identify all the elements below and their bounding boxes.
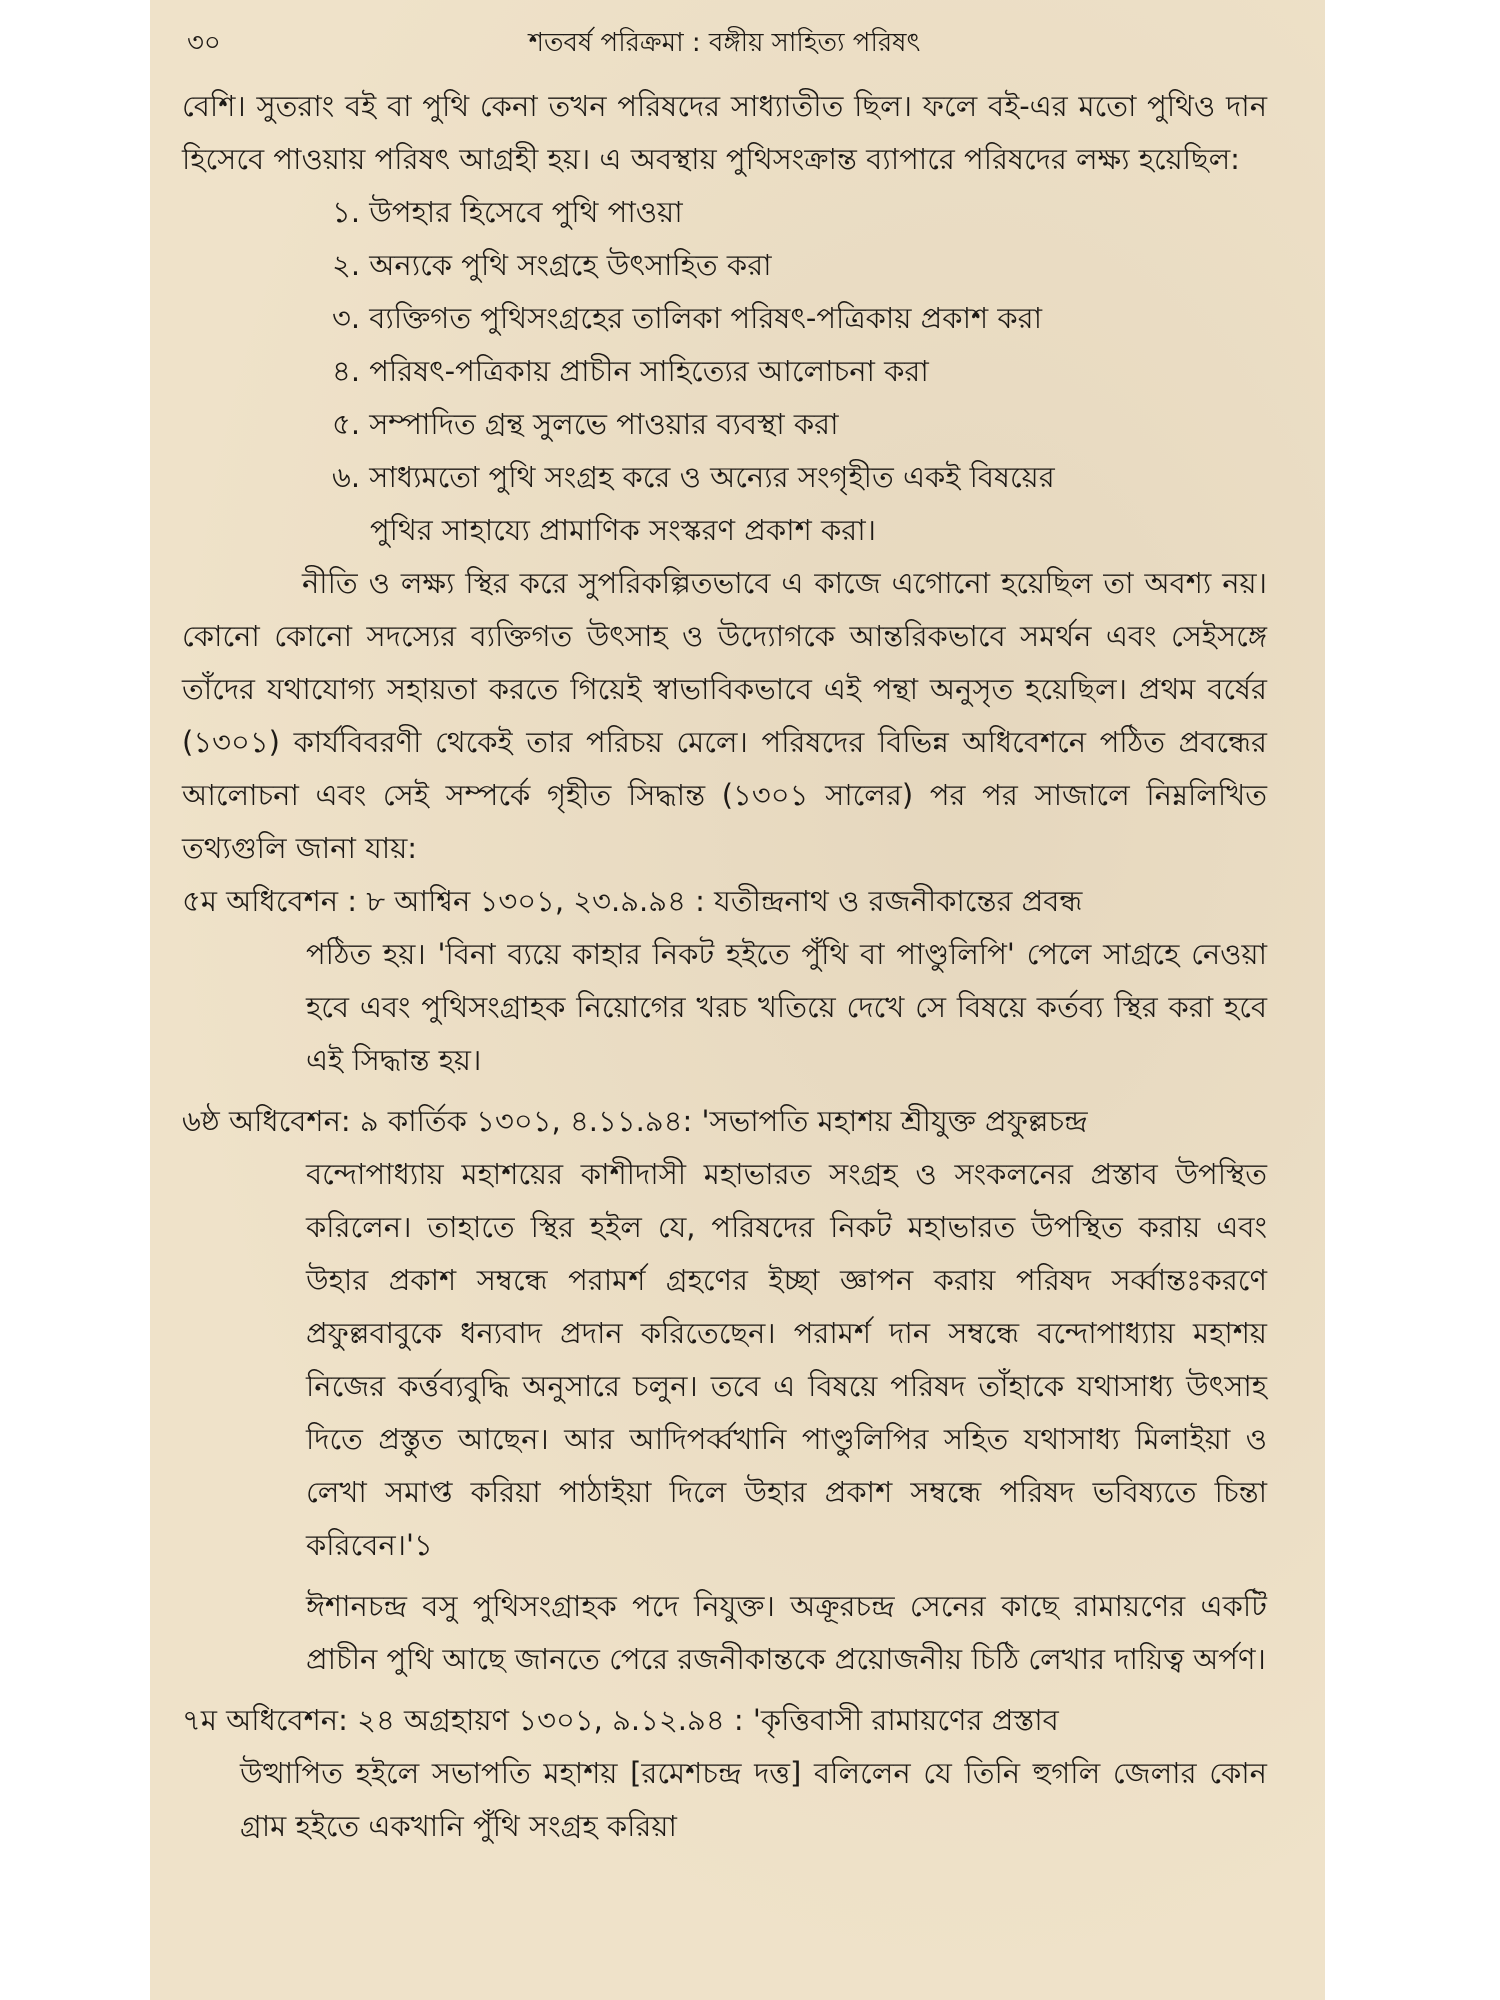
book-page (150, 0, 1325, 2000)
session-5-body: পঠিত হয়। 'বিনা ব্যয়ে কাহার নিকট হইতে পুঁথি বা পাণ্ডুলিপি' পেলে সাগ্রহে নেওয়া হবে এবং পুথিসংগ্রাহক নিয়োগের খরচ খতিয়ে দেখে সে বিষয়ে কর্তব্য স্থির করা হবে এই সিদ্ধান্ত হয়। (306, 937, 1267, 1077)
session-7-body: উত্থাপিত হইলে সভাপতি মহাশয় [রমেশচন্দ্র দত্ত] বলিলেন যে তিনি হুগলি জেলার কোন গ্রাম হইতে একখানি পুঁথি সংগ্রহ করিয়া (240, 1756, 1267, 1843)
goal-item-1: ১. উপহার হিসেবে পুথি পাওয়া (332, 195, 683, 229)
paragraph-intro: বেশি। সুতরাং বই বা পুথি কেনা তখন পরিষদের সাধ্যাতীত ছিল। ফলে বই-এর মতো পুথিও দান হিসেবে পাওয়ায় পরিষৎ আগ্রহী হয়। এ অবস্থায় পুথিসংক্রান্ত ব্যাপারে পরিষদের লক্ষ্য হয়েছিল: (182, 89, 1267, 176)
session-6-heading: ৬ষ্ঠ অধিবেশন: ৯ কার্তিক ১৩০১, ৪.১১.৯৪: 'সভাপতি মহাশয় শ্রীযুক্ত প্রফুল্লচন্দ্র (182, 1104, 1088, 1138)
goal-item-2: ২. অন্যকে পুথি সংগ্রহে উৎসাহিত করা (332, 248, 772, 282)
session-6-body-2: ঈশানচন্দ্র বসু পুথিসংগ্রাহক পদে নিযুক্ত। অক্রূরচন্দ্র সেনের কাছে রামায়ণের একটি প্রাচীন পুথি আছে জানতে পেরে রজনীকান্তকে প্রয়োজনীয় চিঠি লেখার দায়িত্ব অর্পণ। (306, 1589, 1267, 1676)
session-7-heading: ৭ম অধিবেশন: ২৪ অগ্রহায়ণ ১৩০১, ৯.১২.৯৪ : 'কৃত্তিবাসী রামায়ণের প্রস্তাব (182, 1703, 1059, 1737)
session-5-heading: ৫ম অধিবেশন : ৮ আশ্বিন ১৩০১, ২৩.৯.৯৪ : যতীন্দ্রনাথ ও রজনীকান্তের প্রবন্ধ (182, 884, 1083, 918)
paragraph-policy: নীতি ও লক্ষ্য স্থির করে সুপরিকল্পিতভাবে এ কাজে এগোনো হয়েছিল তা অবশ্য নয়। কোনো কোনো সদস্যের ব্যক্তিগত উৎসাহ ও উদ্যোগকে আন্তরিকভাবে সমর্থন এবং সেইসঙ্গে তাঁদের যথাযোগ্য সহায়তা করতে গিয়েই স্বাভাবিকভাবে এই পন্থা অনুসৃত হয়েছিল। প্রথম বর্ষের (১৩০১) কার্যবিবরণী থেকেই তার পরিচয় মেলে। পরিষদের বিভিন্ন অধিবেশনে পঠিত প্রবন্ধের আলোচনা এবং সেই সম্পর্কে গৃহীত সিদ্ধান্ত (১৩০১ সালের) পর পর সাজালে নিম্নলিখিত তথ্যগুলি জানা যায়: (182, 566, 1267, 865)
goal-item-6-text: ৬. সাধ্যমতো পুথি সংগ্রহ করে ও অন্যের সংগৃহীত একই বিষয়ের (332, 460, 1055, 494)
goal-item-4: ৪. পরিষৎ-পত্রিকায় প্রাচীন সাহিত্যের আলোচনা করা (332, 354, 929, 388)
session-6-body: বন্দোপাধ্যায় মহাশয়ের কাশীদাসী মহাভারত সংগ্রহ ও সংকলনের প্রস্তাব উপস্থিত করিলেন। তাহাতে স্থির হইল যে, পরিষদের নিকট মহাভারত উপস্থিত করায় এবং উহার প্রকাশ সম্বন্ধে পরামর্শ গ্রহণের ইচ্ছা জ্ঞাপন করায় পরিষদ সর্ব্বান্তঃকরণে প্রফুল্লবাবুকে ধন্যবাদ প্রদান করিতেছেন। পরামর্শ দান সম্বন্ধে বন্দোপাধ্যায় মহাশয় নিজের কর্ত্তব্যবুদ্ধি অনুসারে চলুন। তবে এ বিষয়ে পরিষদ তাঁহাকে যথাসাধ্য উৎসাহ দিতে প্রস্তুত আছেন। আর আদিপর্ব্বখানি পাণ্ডুলিপির সহিত যথাসাধ্য মিলাইয়া ও লেখা সমাপ্ত করিয়া পাঠাইয়া দিলে উহার প্রকাশ সম্বন্ধে পরিষদ ভবিষ্যতে চিন্তা করিবেন।'১ (306, 1157, 1267, 1562)
running-head: শতবর্ষ পরিক্রমা : বঙ্গীয় সাহিত্য পরিষৎ (528, 28, 921, 58)
goals-list (182, 186, 1267, 557)
goal-item-5: ৫. সম্পাদিত গ্রন্থ সুলভে পাওয়ার ব্যবস্থা করা (332, 407, 839, 441)
page-number: ৩০ (187, 28, 221, 58)
session-5 (182, 875, 1267, 1087)
goal-item-6 (332, 451, 1267, 557)
goal-item-3: ৩. ব্যক্তিগত পুথিসংগ্রহের তালিকা পরিষৎ-পত্রিকায় প্রকাশ করা (332, 301, 1043, 335)
page-header (182, 0, 1267, 80)
session-7 (182, 1694, 1267, 1853)
session-6 (182, 1095, 1267, 1686)
goal-item-6-continuation: পুথির সাহায্যে প্রামাণিক সংস্করণ প্রকাশ করা। (370, 513, 877, 547)
